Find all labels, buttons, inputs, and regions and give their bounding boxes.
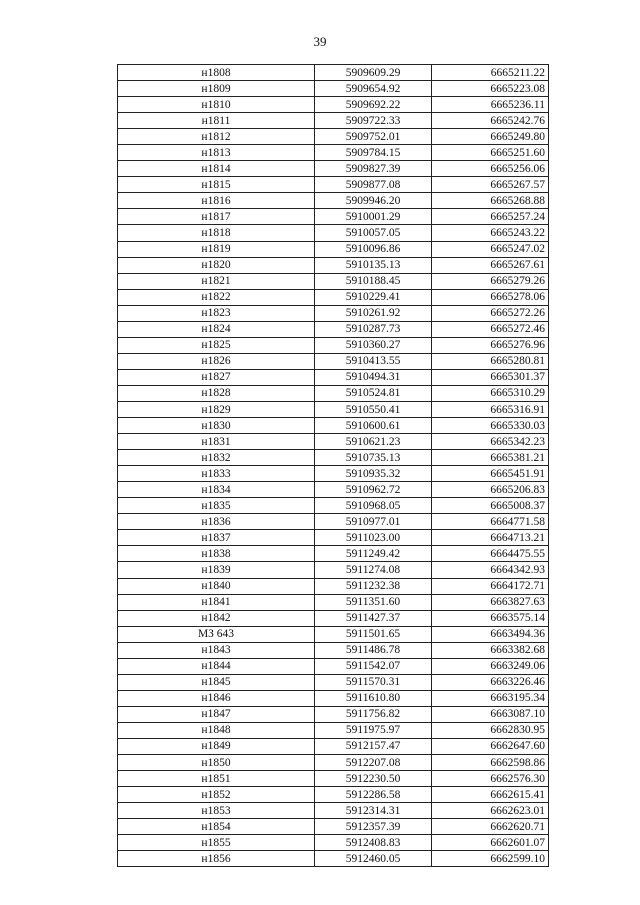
table-row	[118, 369, 549, 385]
point-id-cell: н1855	[118, 835, 315, 851]
y-coordinate-cell: 6663827.63	[432, 594, 549, 610]
point-id-cell: н1853	[118, 803, 315, 819]
coordinates-table	[117, 64, 549, 867]
x-coordinate-cell: 5911023.00	[315, 530, 432, 546]
y-coordinate-cell: 6665008.37	[432, 498, 549, 514]
y-coordinate-cell: 6665279.26	[432, 273, 549, 289]
point-id-cell: н1840	[118, 578, 315, 594]
point-id-cell: н1826	[118, 353, 315, 369]
x-coordinate-cell: 5910962.72	[315, 482, 432, 498]
y-coordinate-cell: 6664771.58	[432, 514, 549, 530]
table-row	[118, 129, 549, 145]
table-row	[118, 305, 549, 321]
x-coordinate-cell: 5911232.38	[315, 578, 432, 594]
x-coordinate-cell: 5909752.01	[315, 129, 432, 145]
x-coordinate-cell: 5910001.29	[315, 209, 432, 225]
table-row	[118, 321, 549, 337]
table-row	[118, 690, 549, 706]
point-id-cell: н1849	[118, 738, 315, 754]
point-id-cell: н1812	[118, 129, 315, 145]
x-coordinate-cell: 5909946.20	[315, 193, 432, 209]
y-coordinate-cell: 6665280.81	[432, 353, 549, 369]
table-row	[118, 65, 549, 81]
point-id-cell: н1836	[118, 514, 315, 530]
y-coordinate-cell: 6663226.46	[432, 674, 549, 690]
x-coordinate-cell: 5911570.31	[315, 674, 432, 690]
x-coordinate-cell: 5911351.60	[315, 594, 432, 610]
y-coordinate-cell: 6665211.22	[432, 65, 549, 81]
x-coordinate-cell: 5910135.13	[315, 257, 432, 273]
x-coordinate-cell: 5912207.08	[315, 755, 432, 771]
table-row	[118, 401, 549, 417]
point-id-cell: н1846	[118, 690, 315, 706]
table-row	[118, 787, 549, 803]
table-row	[118, 450, 549, 466]
x-coordinate-cell: 5910977.01	[315, 514, 432, 530]
point-id-cell: МЗ 643	[118, 626, 315, 642]
table-row	[118, 353, 549, 369]
table-row	[118, 177, 549, 193]
x-coordinate-cell: 5912314.31	[315, 803, 432, 819]
table-row	[118, 434, 549, 450]
x-coordinate-cell: 5910413.55	[315, 353, 432, 369]
point-id-cell: н1813	[118, 145, 315, 161]
x-coordinate-cell: 5910057.05	[315, 225, 432, 241]
y-coordinate-cell: 6665257.24	[432, 209, 549, 225]
y-coordinate-cell: 6665249.80	[432, 129, 549, 145]
point-id-cell: н1828	[118, 385, 315, 401]
table-row	[118, 337, 549, 353]
y-coordinate-cell: 6664172.71	[432, 578, 549, 594]
table-row	[118, 658, 549, 674]
table-row	[118, 610, 549, 626]
y-coordinate-cell: 6665342.23	[432, 434, 549, 450]
x-coordinate-cell: 5911486.78	[315, 642, 432, 658]
point-id-cell: н1841	[118, 594, 315, 610]
point-id-cell: н1815	[118, 177, 315, 193]
x-coordinate-cell: 5912357.39	[315, 819, 432, 835]
point-id-cell: н1825	[118, 337, 315, 353]
x-coordinate-cell: 5909722.33	[315, 113, 432, 129]
table-row	[118, 755, 549, 771]
table-row	[118, 578, 549, 594]
point-id-cell: н1831	[118, 434, 315, 450]
x-coordinate-cell: 5909692.22	[315, 97, 432, 113]
y-coordinate-cell: 6662620.71	[432, 819, 549, 835]
point-id-cell: н1811	[118, 113, 315, 129]
y-coordinate-cell: 6663195.34	[432, 690, 549, 706]
point-id-cell: н1851	[118, 771, 315, 787]
y-coordinate-cell: 6663382.68	[432, 642, 549, 658]
x-coordinate-cell: 5912286.58	[315, 787, 432, 803]
y-coordinate-cell: 6665272.26	[432, 305, 549, 321]
table-row	[118, 225, 549, 241]
y-coordinate-cell: 6665316.91	[432, 401, 549, 417]
point-id-cell: н1845	[118, 674, 315, 690]
point-id-cell: н1856	[118, 851, 315, 867]
x-coordinate-cell: 5910550.41	[315, 401, 432, 417]
y-coordinate-cell: 6665267.61	[432, 257, 549, 273]
y-coordinate-cell: 6665223.08	[432, 81, 549, 97]
x-coordinate-cell: 5910229.41	[315, 289, 432, 305]
x-coordinate-cell: 5910621.23	[315, 434, 432, 450]
point-id-cell: н1833	[118, 466, 315, 482]
y-coordinate-cell: 6662598.86	[432, 755, 549, 771]
y-coordinate-cell: 6665276.96	[432, 337, 549, 353]
table-row	[118, 145, 549, 161]
y-coordinate-cell: 6663575.14	[432, 610, 549, 626]
y-coordinate-cell: 6665206.83	[432, 482, 549, 498]
point-id-cell: н1827	[118, 369, 315, 385]
x-coordinate-cell: 5911501.65	[315, 626, 432, 642]
y-coordinate-cell: 6665247.02	[432, 241, 549, 257]
table-row	[118, 626, 549, 642]
y-coordinate-cell: 6662599.10	[432, 851, 549, 867]
point-id-cell: н1823	[118, 305, 315, 321]
x-coordinate-cell: 5910600.61	[315, 418, 432, 434]
point-id-cell: н1817	[118, 209, 315, 225]
table-row	[118, 257, 549, 273]
table-row	[118, 674, 549, 690]
point-id-cell: н1848	[118, 722, 315, 738]
x-coordinate-cell: 5912157.47	[315, 738, 432, 754]
point-id-cell: н1832	[118, 450, 315, 466]
table-row	[118, 706, 549, 722]
x-coordinate-cell: 5910096.86	[315, 241, 432, 257]
y-coordinate-cell: 6662601.07	[432, 835, 549, 851]
point-id-cell: н1820	[118, 257, 315, 273]
table-row	[118, 771, 549, 787]
point-id-cell: н1847	[118, 706, 315, 722]
x-coordinate-cell: 5911610.80	[315, 690, 432, 706]
x-coordinate-cell: 5910494.31	[315, 369, 432, 385]
y-coordinate-cell: 6663249.06	[432, 658, 549, 674]
y-coordinate-cell: 6662830.95	[432, 722, 549, 738]
x-coordinate-cell: 5912460.05	[315, 851, 432, 867]
point-id-cell: н1834	[118, 482, 315, 498]
table-row	[118, 642, 549, 658]
y-coordinate-cell: 6665330.03	[432, 418, 549, 434]
point-id-cell: н1814	[118, 161, 315, 177]
y-coordinate-cell: 6665243.22	[432, 225, 549, 241]
y-coordinate-cell: 6664475.55	[432, 546, 549, 562]
point-id-cell: н1843	[118, 642, 315, 658]
table-row	[118, 803, 549, 819]
x-coordinate-cell: 5910261.92	[315, 305, 432, 321]
table-row	[118, 498, 549, 514]
table-row	[118, 819, 549, 835]
x-coordinate-cell: 5909609.29	[315, 65, 432, 81]
y-coordinate-cell: 6664342.93	[432, 562, 549, 578]
x-coordinate-cell: 5911427.37	[315, 610, 432, 626]
y-coordinate-cell: 6665242.76	[432, 113, 549, 129]
table-row	[118, 835, 549, 851]
point-id-cell: н1852	[118, 787, 315, 803]
y-coordinate-cell: 6664713.21	[432, 530, 549, 546]
x-coordinate-cell: 5909784.15	[315, 145, 432, 161]
table-row	[118, 514, 549, 530]
point-id-cell: н1808	[118, 65, 315, 81]
page-number: 39	[313, 34, 327, 49]
x-coordinate-cell: 5912408.83	[315, 835, 432, 851]
table-row	[118, 113, 549, 129]
table-row	[118, 418, 549, 434]
y-coordinate-cell: 6665236.11	[432, 97, 549, 113]
y-coordinate-cell: 6665451.91	[432, 466, 549, 482]
y-coordinate-cell: 6665301.37	[432, 369, 549, 385]
table-row	[118, 546, 549, 562]
point-id-cell: н1819	[118, 241, 315, 257]
table-row	[118, 289, 549, 305]
point-id-cell: н1842	[118, 610, 315, 626]
y-coordinate-cell: 6665272.46	[432, 321, 549, 337]
table-row	[118, 562, 549, 578]
table-row	[118, 193, 549, 209]
x-coordinate-cell: 5909877.08	[315, 177, 432, 193]
x-coordinate-cell: 5910524.81	[315, 385, 432, 401]
y-coordinate-cell: 6665268.88	[432, 193, 549, 209]
point-id-cell: н1838	[118, 546, 315, 562]
y-coordinate-cell: 6662615.41	[432, 787, 549, 803]
table-row	[118, 273, 549, 289]
y-coordinate-cell: 6663087.10	[432, 706, 549, 722]
point-id-cell: н1816	[118, 193, 315, 209]
x-coordinate-cell: 5911249.42	[315, 546, 432, 562]
point-id-cell: н1818	[118, 225, 315, 241]
table-row	[118, 594, 549, 610]
point-id-cell: н1822	[118, 289, 315, 305]
table-row	[118, 738, 549, 754]
x-coordinate-cell: 5909827.39	[315, 161, 432, 177]
y-coordinate-cell: 6665381.21	[432, 450, 549, 466]
y-coordinate-cell: 6662647.60	[432, 738, 549, 754]
point-id-cell: н1850	[118, 755, 315, 771]
y-coordinate-cell: 6662576.30	[432, 771, 549, 787]
table-row	[118, 385, 549, 401]
table-row	[118, 209, 549, 225]
x-coordinate-cell: 5910287.73	[315, 321, 432, 337]
y-coordinate-cell: 6665278.06	[432, 289, 549, 305]
y-coordinate-cell: 6665251.60	[432, 145, 549, 161]
point-id-cell: н1839	[118, 562, 315, 578]
table-row	[118, 851, 549, 867]
point-id-cell: н1844	[118, 658, 315, 674]
table-row	[118, 97, 549, 113]
y-coordinate-cell: 6663494.36	[432, 626, 549, 642]
table-row	[118, 161, 549, 177]
table-row	[118, 241, 549, 257]
x-coordinate-cell: 5911756.82	[315, 706, 432, 722]
x-coordinate-cell: 5911975.97	[315, 722, 432, 738]
x-coordinate-cell: 5910968.05	[315, 498, 432, 514]
x-coordinate-cell: 5911274.08	[315, 562, 432, 578]
x-coordinate-cell: 5911542.07	[315, 658, 432, 674]
coordinates-table-body	[118, 65, 549, 867]
point-id-cell: н1810	[118, 97, 315, 113]
point-id-cell: н1809	[118, 81, 315, 97]
point-id-cell: н1821	[118, 273, 315, 289]
y-coordinate-cell: 6665256.06	[432, 161, 549, 177]
table-row	[118, 466, 549, 482]
x-coordinate-cell: 5910360.27	[315, 337, 432, 353]
point-id-cell: н1835	[118, 498, 315, 514]
x-coordinate-cell: 5910935.32	[315, 466, 432, 482]
table-row	[118, 482, 549, 498]
x-coordinate-cell: 5910188.45	[315, 273, 432, 289]
x-coordinate-cell: 5909654.92	[315, 81, 432, 97]
table-row	[118, 722, 549, 738]
y-coordinate-cell: 6665310.29	[432, 385, 549, 401]
x-coordinate-cell: 5912230.50	[315, 771, 432, 787]
point-id-cell: н1824	[118, 321, 315, 337]
point-id-cell: н1837	[118, 530, 315, 546]
y-coordinate-cell: 6662623.01	[432, 803, 549, 819]
point-id-cell: н1829	[118, 401, 315, 417]
point-id-cell: н1830	[118, 418, 315, 434]
point-id-cell: н1854	[118, 819, 315, 835]
x-coordinate-cell: 5910735.13	[315, 450, 432, 466]
table-row	[118, 81, 549, 97]
table-row	[118, 530, 549, 546]
y-coordinate-cell: 6665267.57	[432, 177, 549, 193]
